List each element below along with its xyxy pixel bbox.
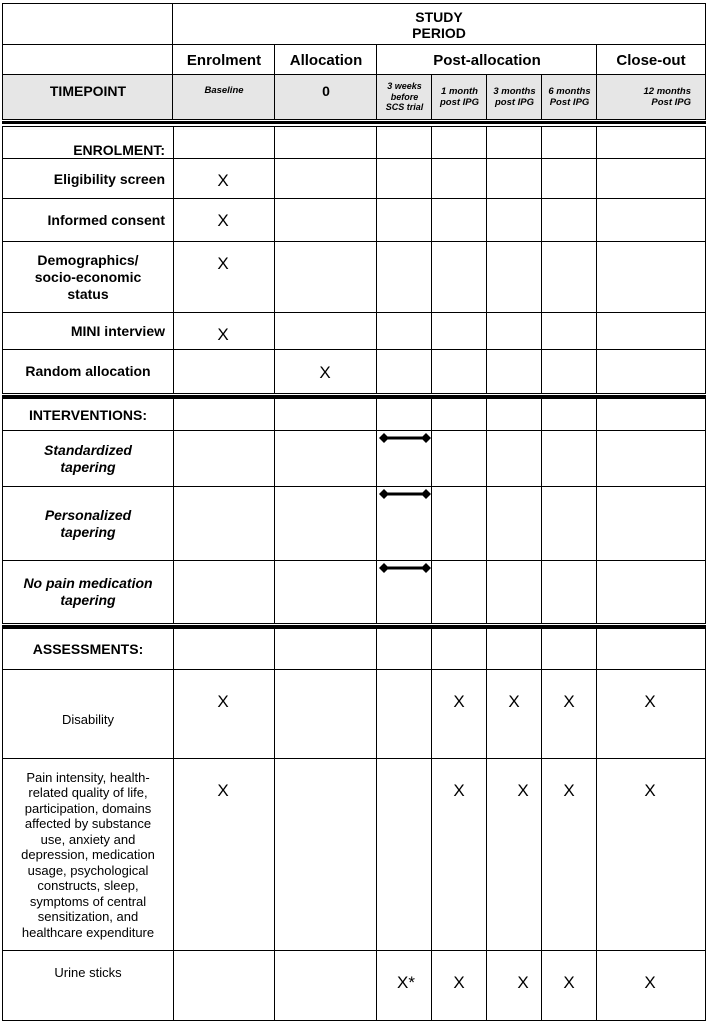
grid-cell-r11-c2 [376,669,433,760]
timepoint-12-months [596,74,706,120]
grid-cell-r10-c0 [172,628,276,671]
grid-cell-r10-c3 [431,628,488,671]
grid-cell-r1-c2 [376,158,433,200]
timepoint-1-month [431,74,488,120]
grid-cell-r11-c1 [274,669,378,760]
x-disability-3-months: X [508,692,520,711]
grid-cell-r1-c5 [541,158,598,200]
grid-cell-r6-c0 [172,398,276,432]
x-pain-baseline: X [217,781,229,800]
row-standardized-l1: Standardized [44,442,132,458]
grid-cell-r10-c4 [486,628,543,671]
grid-cell-r10-c1 [274,628,378,671]
grid-cell-r0-c2 [376,126,433,160]
row-pain-line-8: constructs, sleep, [37,878,139,894]
arrow-personalized-tapering [379,488,431,500]
row-pain-line-5: use, anxiety and [40,831,136,847]
row-pain-line-1: Pain intensity, health- [26,769,150,785]
row-standardized-tapering [2,430,174,488]
grid-cell-r1-c4 [486,158,543,200]
corner-cell-top [2,3,174,46]
grid-cell-r0-c0 [172,126,276,160]
grid-cell-r9-c0 [172,560,276,624]
grid-cell-r0-c3 [431,126,488,160]
x-urine-before-trial: X* [397,973,415,992]
grid-cell-r8-c0 [172,486,276,562]
grid-cell-r9-c3 [431,560,488,624]
grid-cell-r8-c1 [274,486,378,562]
row-no-pain-l1: No pain medication [23,575,153,591]
x-disability-6-months: X [563,692,575,711]
grid-cell-r13-c0 [172,950,276,1021]
section-assessments: ASSESSMENTS: [2,628,174,671]
grid-cell-r3-c6 [596,241,706,314]
x-pain-6-months: X [563,781,575,800]
x-urine-3-months: X [517,973,529,992]
grid-cell-r2-c4 [486,198,543,243]
grid-cell-r12-c1 [274,758,378,952]
x-pain-1-month: X [453,781,465,800]
section-enrolment: ENROLMENT: [2,126,174,160]
grid-cell-r10-c5 [541,628,598,671]
grid-cell-r11-c6 [596,669,706,760]
grid-cell-r11-c0 [172,669,276,760]
grid-cell-r5-c0 [172,349,276,394]
row-demographics [2,241,174,314]
x-mini-baseline: X [217,325,229,344]
row-personalized-l2: tapering [60,524,116,540]
x-urine-12-months: X [644,973,656,992]
grid-cell-r11-c5 [541,669,598,760]
grid-cell-r3-c4 [486,241,543,314]
grid-cell-r4-c6 [596,312,706,351]
timepoint-6-months [541,74,598,120]
grid-cell-r9-c5 [541,560,598,624]
grid-cell-r4-c5 [541,312,598,351]
grid-cell-r3-c3 [431,241,488,314]
x-disability-12-months: X [644,692,656,711]
grid-cell-r7-c0 [172,430,276,488]
timepoint-label: TIMEPOINT [2,74,174,120]
x-consent-baseline: X [217,211,229,230]
x-pain-3-months: X [517,781,529,800]
grid-cell-r12-c4 [486,758,543,952]
x-demographics-baseline: X [217,254,229,273]
study-period-line-1: STUDY [415,9,463,25]
row-pain-line-6: depression, medication [21,847,155,863]
x-disability-1-month: X [453,692,465,711]
grid-cell-r3-c5 [541,241,598,314]
grid-cell-r2-c2 [376,198,433,243]
phase-enrolment: Enrolment [172,44,276,76]
row-pain-line-2: related quality of life, [28,785,148,801]
grid-cell-r2-c3 [431,198,488,243]
x-disability-baseline: X [217,692,229,711]
x-pain-12-months: X [644,781,656,800]
grid-cell-r7-c3 [431,430,488,488]
phase-post-allocation: Post-allocation [376,44,598,76]
grid-cell-r8-c6 [596,486,706,562]
timepoint-12-months-l2: Post IPG [651,97,691,108]
timepoint-baseline: Baseline [172,74,276,120]
timepoint-6-months-l1: 6 months [548,86,591,97]
grid-cell-r6-c3 [431,398,488,432]
grid-cell-r6-c6 [596,398,706,432]
grid-cell-r9-c4 [486,560,543,624]
grid-cell-r0-c4 [486,126,543,160]
row-pain-line-7: usage, psychological [27,862,149,878]
timepoint-before-trial [376,74,433,120]
row-pain-line-3: participation, domains [24,800,152,816]
row-informed-consent: Informed consent [2,198,174,243]
section-interventions: INTERVENTIONS: [2,398,174,432]
row-demographics-l2: socio-economic [34,269,142,285]
grid-cell-r0-c1 [274,126,378,160]
arrow-standardized-tapering [379,432,431,444]
arrow-no-pain-medication-tapering [379,562,431,574]
row-standardized-l2: tapering [60,459,116,475]
row-pain-line-4: affected by substance [24,816,152,832]
grid-cell-r4-c3 [431,312,488,351]
row-personalized-l1: Personalized [44,507,132,523]
grid-cell-r0-c6 [596,126,706,160]
timepoint-before-trial-l3: SCS trial [385,102,424,113]
x-random-allocation-zero: X [319,363,331,382]
study-period-header [172,3,706,46]
grid-cell-r9-c6 [596,560,706,624]
x-urine-6-months: X [563,973,575,992]
phase-close-out: Close-out [596,44,706,76]
row-eligibility-screen: Eligibility screen [2,158,174,200]
grid-cell-r6-c5 [541,398,598,432]
grid-cell-r5-c3 [431,349,488,394]
grid-cell-r6-c4 [486,398,543,432]
grid-cell-r3-c0 [172,241,276,314]
grid-cell-r5-c5 [541,349,598,394]
grid-cell-r2-c1 [274,198,378,243]
row-disability: Disability [2,669,174,760]
row-random-allocation: Random allocation [2,349,174,394]
phase-allocation: Allocation [274,44,378,76]
x-eligibility-baseline: X [217,171,229,190]
corner-cell-mid [2,44,174,76]
row-pain-line-10: sensitization, and [37,909,139,925]
row-mini-interview: MINI interview [2,312,174,351]
grid-cell-r6-c1 [274,398,378,432]
grid-cell-r2-c5 [541,198,598,243]
grid-cell-r7-c6 [596,430,706,488]
grid-cell-r13-c4 [486,950,543,1021]
row-pain-line-9: symptoms of central [29,893,147,909]
row-pain-intensity-and-related [2,758,174,952]
row-no-pain-medication-tapering [2,560,174,624]
grid-cell-r4-c4 [486,312,543,351]
divider-header [2,121,706,124]
grid-cell-r3-c2 [376,241,433,314]
timepoint-3-months-l2: post IPG [494,97,535,108]
timepoint-zero: 0 [274,74,378,120]
timepoint-12-months-l1: 12 months [643,86,691,97]
grid-cell-r1-c6 [596,158,706,200]
grid-cell-r10-c2 [376,628,433,671]
row-personalized-tapering [2,486,174,562]
grid-cell-r8-c3 [431,486,488,562]
grid-cell-r7-c4 [486,430,543,488]
grid-cell-r8-c4 [486,486,543,562]
grid-cell-r9-c1 [274,560,378,624]
grid-cell-r7-c5 [541,430,598,488]
timepoint-3-months-l1: 3 months [493,86,536,97]
timepoint-1-month-l1: 1 month [441,86,478,97]
grid-cell-r8-c5 [541,486,598,562]
row-no-pain-l2: tapering [60,592,116,608]
x-urine-1-month: X [453,973,465,992]
grid-cell-r11-c4 [486,669,543,760]
grid-cell-r3-c1 [274,241,378,314]
grid-cell-r2-c6 [596,198,706,243]
grid-cell-r5-c4 [486,349,543,394]
grid-cell-r4-c2 [376,312,433,351]
timepoint-1-month-l2: post IPG [439,97,480,108]
grid-cell-r13-c1 [274,950,378,1021]
grid-cell-r6-c2 [376,398,433,432]
row-demographics-l3: status [67,286,109,302]
timepoint-6-months-l2: Post IPG [549,97,590,108]
timepoint-before-trial-l2: before [390,91,419,102]
study-period-line-2: PERIOD [412,25,466,41]
grid-cell-r5-c6 [596,349,706,394]
grid-cell-r5-c2 [376,349,433,394]
grid-cell-r7-c1 [274,430,378,488]
grid-cell-r1-c1 [274,158,378,200]
grid-cell-r4-c1 [274,312,378,351]
grid-cell-r10-c6 [596,628,706,671]
timepoint-3-months [486,74,543,120]
row-urine-sticks: Urine sticks [2,950,174,1021]
grid-cell-r11-c3 [431,669,488,760]
row-pain-line-11: healthcare expenditure [21,924,155,940]
timepoint-before-trial-l1: 3 weeks [387,81,422,92]
row-demographics-l1: Demographics/ [37,252,139,268]
grid-cell-r12-c2 [376,758,433,952]
grid-cell-r0-c5 [541,126,598,160]
grid-cell-r1-c3 [431,158,488,200]
